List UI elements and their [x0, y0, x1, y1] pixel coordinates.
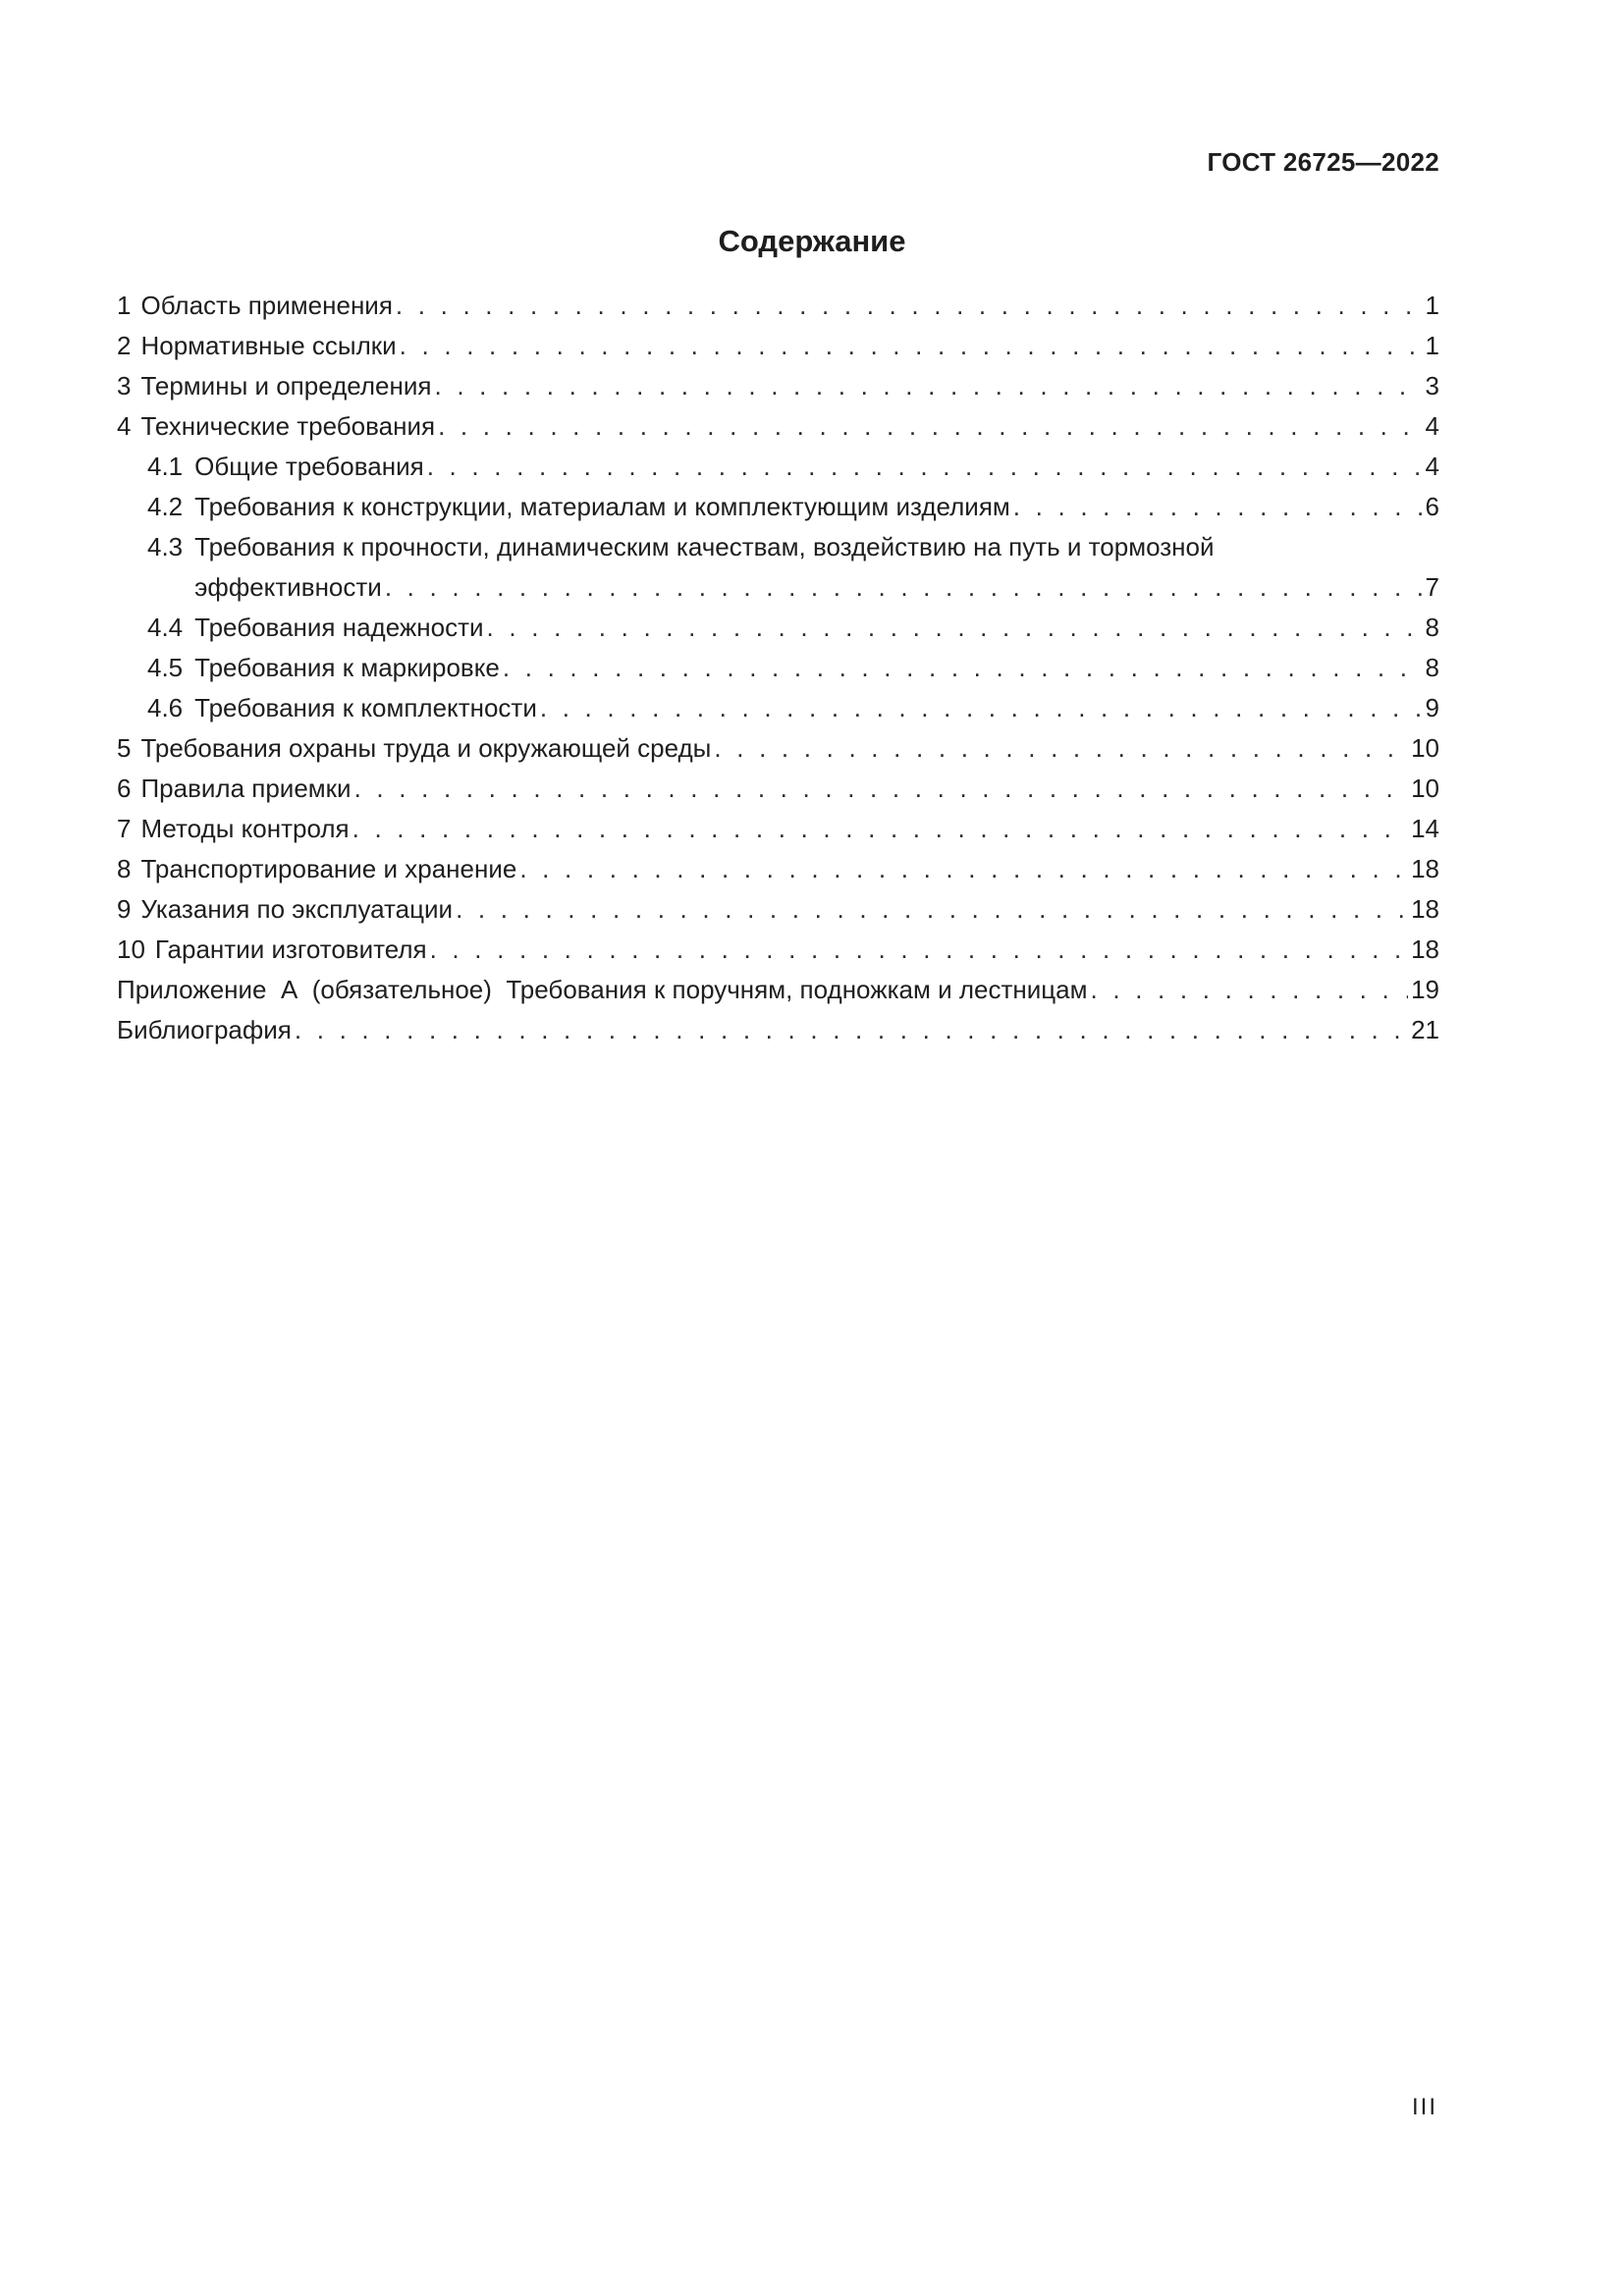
- toc-entry-appendix[interactable]: [117, 970, 1439, 1010]
- dot-leader: [352, 809, 1408, 849]
- toc-subentry[interactable]: [117, 527, 1439, 608]
- toc-entry-page: 9: [1425, 693, 1439, 722]
- toc-entry-page: 8: [1425, 653, 1439, 682]
- toc-entry-page: 21: [1411, 1015, 1439, 1044]
- toc-entry-number: 4.4: [147, 613, 184, 642]
- toc-entry[interactable]: [117, 889, 1439, 930]
- toc-entry[interactable]: [117, 406, 1439, 447]
- toc-entry-number: 4.3: [147, 532, 184, 561]
- toc-entry-number: 9: [117, 894, 132, 924]
- toc-entry-continuation: [194, 567, 1439, 608]
- dot-leader: [487, 608, 1423, 648]
- toc-entry-label: Приложение А (обязательное) Требования к поручням, подножкам и лестницам: [117, 975, 1088, 1004]
- dot-leader: [519, 849, 1408, 889]
- toc-entry-page: 10: [1411, 774, 1439, 803]
- toc-entry-label: Термины и определения: [140, 371, 432, 400]
- toc-entry-label: Требования надежности: [194, 613, 484, 642]
- toc-entry-page: 19: [1411, 975, 1439, 1004]
- toc-entry[interactable]: [117, 809, 1439, 849]
- dot-leader: [400, 326, 1423, 366]
- toc-entry-page: 4: [1425, 452, 1439, 481]
- toc-entry-page: 14: [1411, 814, 1439, 843]
- toc-entry-number: 8: [117, 854, 132, 883]
- toc-entry-number: 4.5: [147, 653, 184, 682]
- dot-leader: [714, 728, 1408, 769]
- toc-entry[interactable]: [117, 769, 1439, 809]
- toc-entry-number: 4: [117, 411, 132, 441]
- toc-entry-label: Требования охраны труда и окружающей среды: [140, 733, 712, 763]
- toc-entry-number: 7: [117, 814, 132, 843]
- toc-entry-number: 4.6: [147, 693, 184, 722]
- toc-entry[interactable]: [117, 849, 1439, 889]
- toc-entry[interactable]: [117, 366, 1439, 406]
- toc-title: Содержание: [718, 224, 906, 258]
- toc-entry-label: Транспортирование и хранение: [140, 854, 517, 883]
- dot-leader: [385, 567, 1423, 608]
- toc-entry-wrapped: [194, 527, 1439, 608]
- toc-entry-label: Указания по эксплуатации: [140, 894, 454, 924]
- toc-entry-bibliography[interactable]: [117, 1010, 1439, 1050]
- dot-leader: [427, 447, 1423, 487]
- toc-subentry[interactable]: [117, 487, 1439, 527]
- toc-entry-label: Правила приемки: [140, 774, 352, 803]
- dot-leader: [430, 930, 1409, 970]
- toc-entry-number: 4.1: [147, 452, 184, 481]
- dot-leader: [456, 889, 1408, 930]
- toc-entry[interactable]: [117, 286, 1439, 326]
- toc-entry-label-continued: эффективности: [194, 572, 382, 602]
- toc-entry-page: 4: [1425, 411, 1439, 441]
- toc-entry-number: 10: [117, 934, 145, 964]
- toc-entry-label: Технические требования: [140, 411, 436, 441]
- dot-leader: [1091, 970, 1409, 1010]
- toc-entry-label: Требования к прочности, динамическим качествам, воздействию на путь и тормозной: [194, 532, 1215, 561]
- toc-entry[interactable]: [117, 728, 1439, 769]
- toc-entry-page: 6: [1425, 492, 1439, 521]
- toc-entry-number: 4.2: [147, 492, 184, 521]
- toc-entry-page: 1: [1425, 331, 1439, 360]
- dot-leader: [540, 688, 1423, 728]
- toc-entry-label: Требования к комплектности: [194, 693, 537, 722]
- dot-leader: [295, 1010, 1408, 1050]
- dot-leader: [503, 648, 1423, 688]
- table-of-contents: [117, 286, 1439, 1050]
- toc-entry-page: 18: [1411, 854, 1439, 883]
- toc-subentry[interactable]: [117, 648, 1439, 688]
- toc-entry-number: 2: [117, 331, 132, 360]
- dot-leader: [354, 769, 1409, 809]
- toc-entry-label: Нормативные ссылки: [140, 331, 397, 360]
- toc-entry-label: Требования к конструкции, материалам и комплектующим изделиям: [194, 492, 1010, 521]
- dot-leader: [434, 366, 1422, 406]
- dot-leader: [396, 286, 1423, 326]
- document-id: ГОСТ 26725—2022: [1207, 147, 1439, 177]
- toc-entry-page: 8: [1425, 613, 1439, 642]
- dot-leader: [1013, 487, 1423, 527]
- toc-entry[interactable]: [117, 930, 1439, 970]
- toc-entry-page: 18: [1411, 894, 1439, 924]
- toc-subentry[interactable]: [117, 447, 1439, 487]
- toc-entry[interactable]: [117, 326, 1439, 366]
- toc-entry-number: 3: [117, 371, 132, 400]
- toc-entry-label: Общие требования: [194, 452, 424, 481]
- toc-entry-page: 18: [1411, 934, 1439, 964]
- toc-entry-label: Область применения: [140, 291, 393, 320]
- toc-entry-label: Библиография: [117, 1015, 292, 1044]
- toc-entry-number: 5: [117, 733, 132, 763]
- toc-entry-label: Гарантии изготовителя: [154, 934, 427, 964]
- toc-entry-page: 7: [1425, 572, 1439, 602]
- toc-entry-number: 1: [117, 291, 132, 320]
- toc-entry-page: 1: [1425, 291, 1439, 320]
- toc-entry-number: 6: [117, 774, 132, 803]
- toc-entry-page: 10: [1411, 733, 1439, 763]
- toc-entry-label: Требования к маркировке: [194, 653, 500, 682]
- toc-entry-label: Методы контроля: [140, 814, 350, 843]
- dot-leader: [438, 406, 1422, 447]
- toc-entry-page: 3: [1425, 371, 1439, 400]
- page-number: III: [1411, 2094, 1437, 2120]
- toc-subentry[interactable]: [117, 608, 1439, 648]
- toc-subentry[interactable]: [117, 688, 1439, 728]
